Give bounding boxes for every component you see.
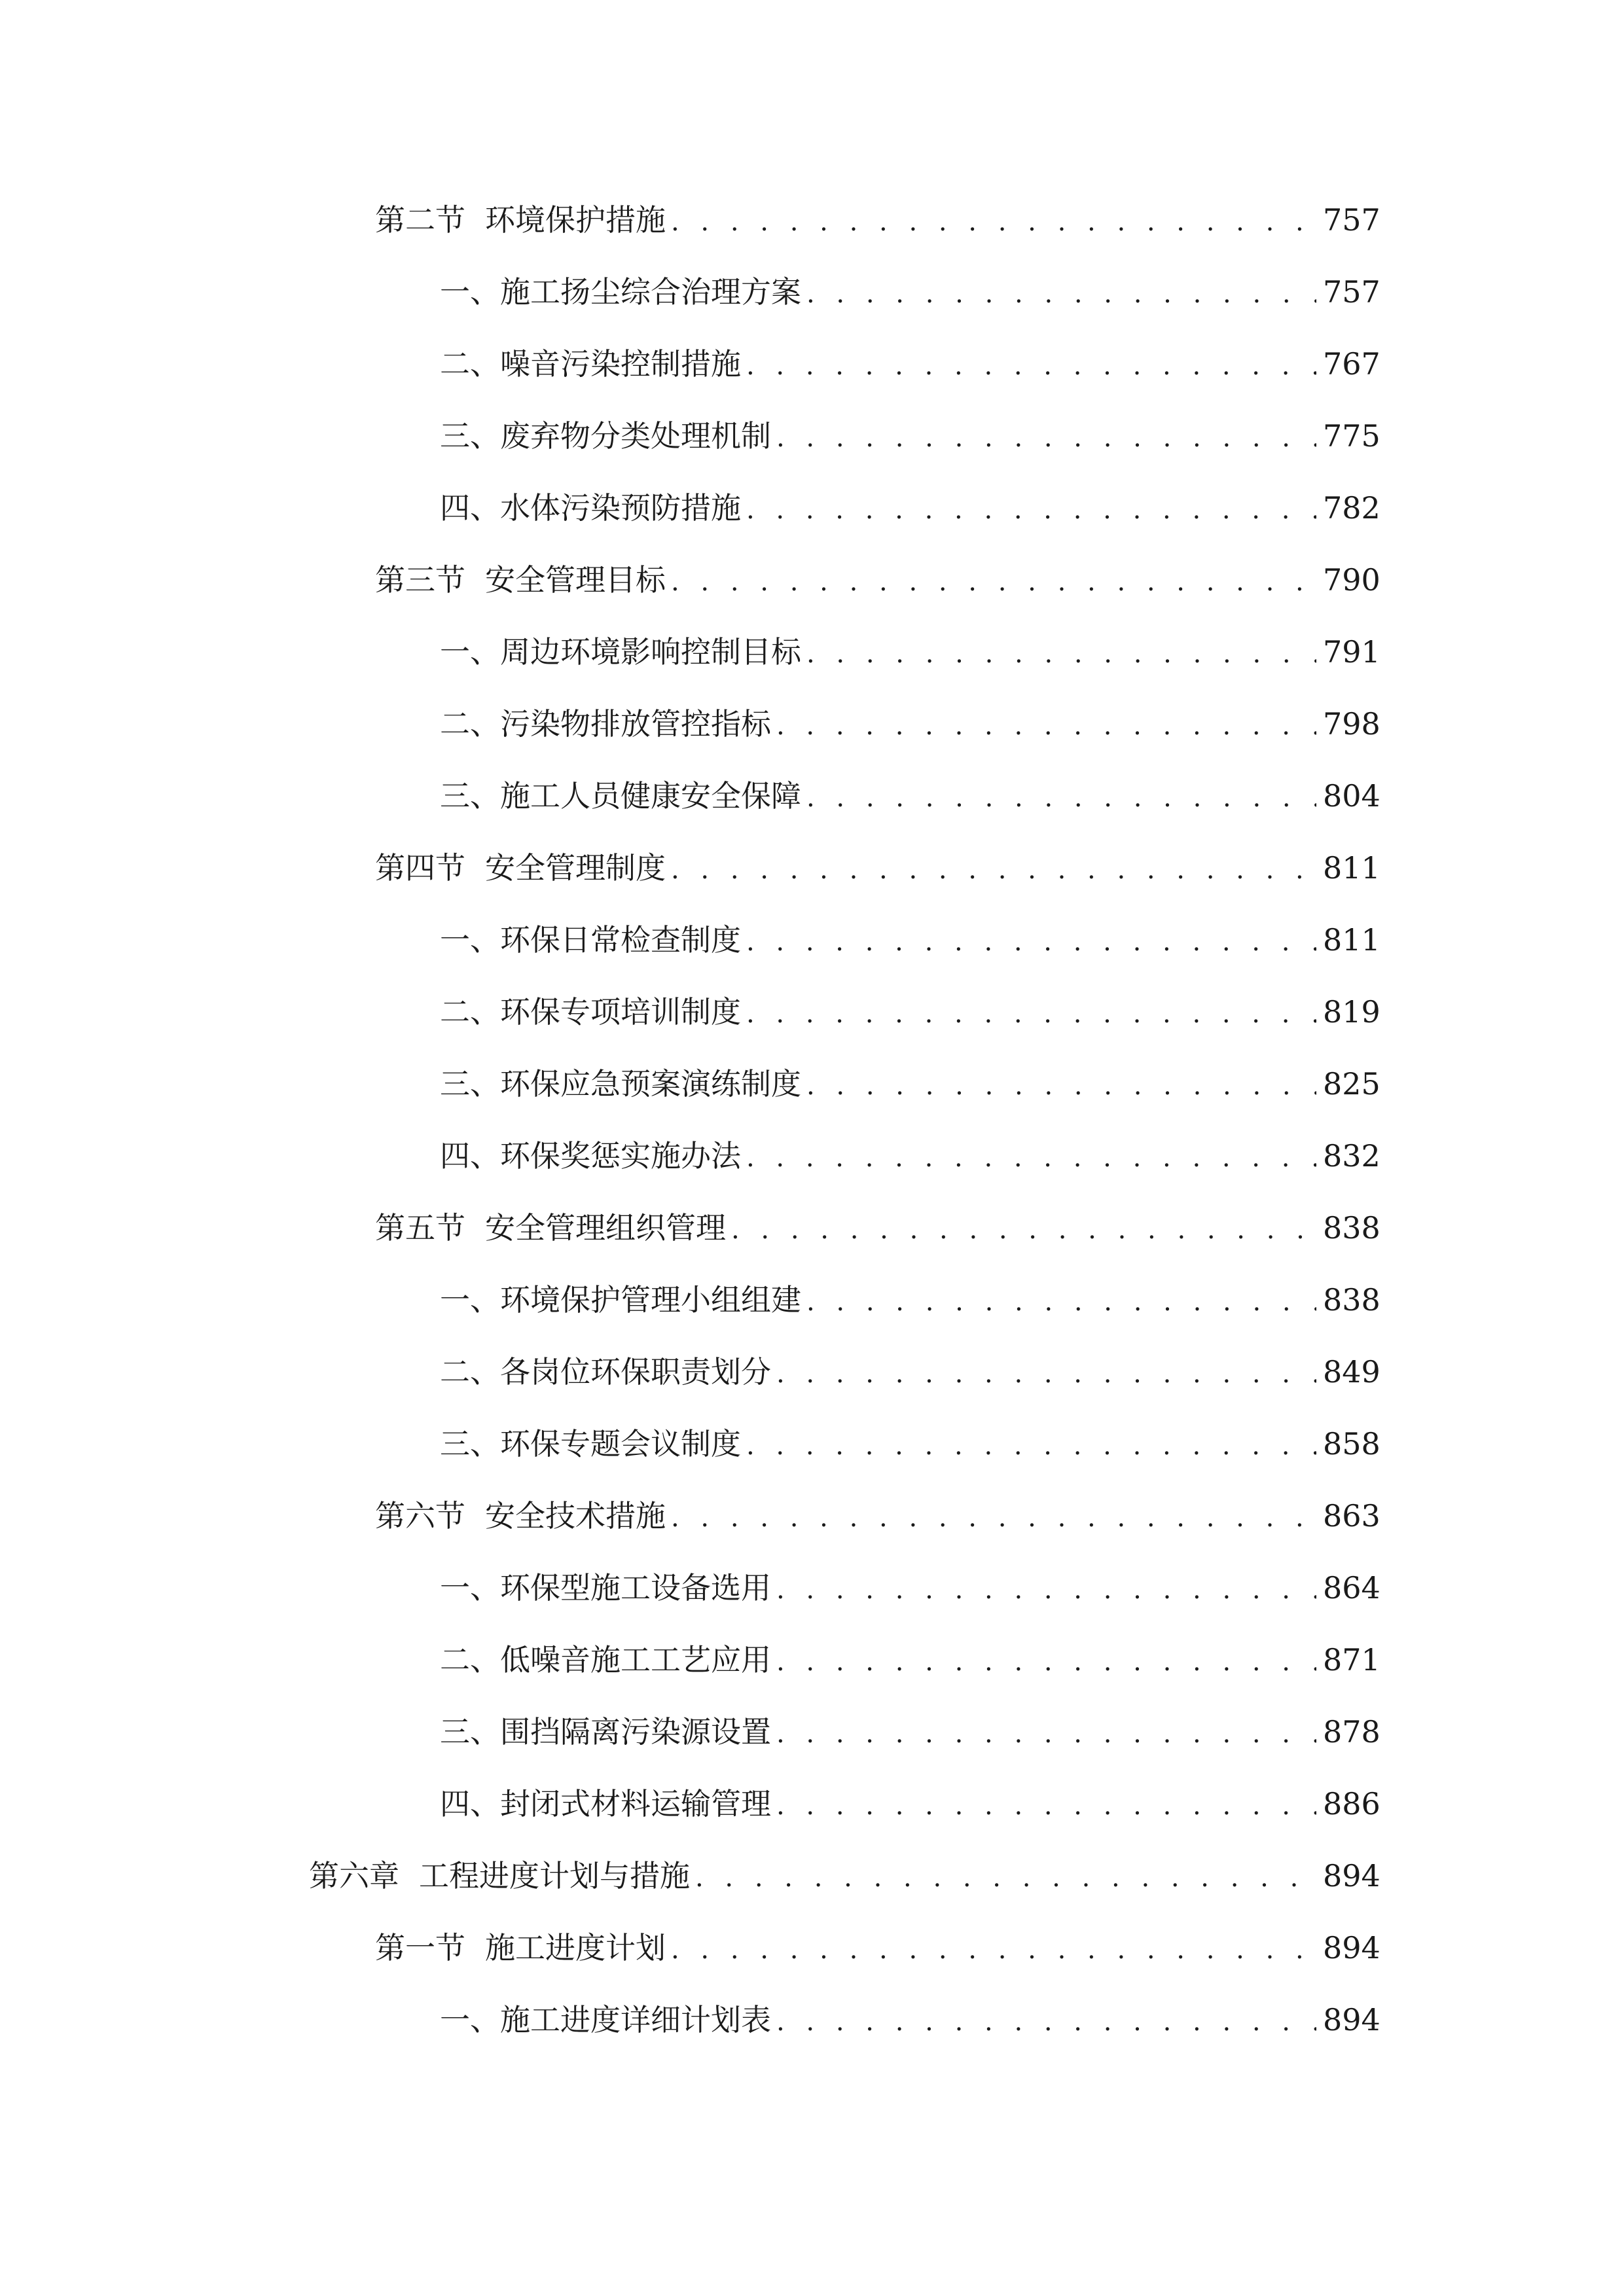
dot-leader	[671, 569, 1316, 595]
dot-leader	[776, 2009, 1316, 2035]
toc-entry-item[interactable]	[0, 328, 1624, 400]
toc-entry-title: 施工扬尘综合治理方案	[500, 274, 801, 310]
toc-entry-title: 围挡隔离污染源设置	[500, 1714, 771, 1749]
toc-entry-item[interactable]	[0, 976, 1624, 1048]
toc-entry-number: 第五节	[375, 1210, 465, 1246]
toc-entry-number: 一、	[440, 634, 500, 670]
toc-entry-item[interactable]	[0, 1552, 1624, 1624]
toc-entry-page: 894	[1323, 1858, 1380, 1893]
toc-entry-title: 施工进度计划	[485, 1930, 666, 1965]
toc-entry-number: 四、	[440, 1138, 500, 1174]
toc-entry-section[interactable]	[0, 1912, 1624, 1984]
toc-entry-title: 安全管理目标	[485, 562, 666, 598]
toc-entry-item[interactable]	[0, 1624, 1624, 1696]
toc-entry-number: 三、	[440, 1426, 500, 1462]
toc-entry-page: 790	[1323, 562, 1380, 598]
toc-entry-item[interactable]	[0, 1768, 1624, 1840]
toc-entry-title: 水体污染预防措施	[500, 490, 741, 526]
toc-entry-number: 第一节	[375, 1930, 465, 1965]
dot-leader	[776, 425, 1316, 451]
toc-entry-item[interactable]	[0, 1984, 1624, 2056]
toc-entry-number: 一、	[440, 1282, 500, 1318]
toc-entry-page: 798	[1323, 706, 1380, 742]
dot-leader	[776, 1577, 1316, 1603]
dot-leader	[671, 857, 1316, 883]
toc-entry-title: 环保日常检查制度	[500, 922, 741, 958]
toc-entry-number: 四、	[440, 1786, 500, 1821]
toc-entry-page: 832	[1323, 1138, 1380, 1174]
dot-leader	[776, 713, 1316, 739]
dot-leader	[695, 1865, 1316, 1891]
toc-entry-item[interactable]	[0, 1264, 1624, 1336]
toc-entry-title: 安全管理制度	[485, 850, 666, 886]
dot-leader	[806, 641, 1316, 667]
toc-entry-number: 第四节	[375, 850, 465, 886]
toc-entry-page: 871	[1323, 1642, 1380, 1677]
toc-entry-page: 775	[1323, 418, 1380, 454]
toc-entry-title: 环保专项培训制度	[500, 994, 741, 1030]
toc-entry-number: 第二节	[375, 202, 465, 238]
toc-entry-number: 第六节	[375, 1498, 465, 1534]
toc-entry-number: 三、	[440, 418, 500, 454]
toc-entry-page: 838	[1323, 1210, 1380, 1246]
toc-entry-item[interactable]	[0, 256, 1624, 328]
dot-leader	[776, 1721, 1316, 1747]
dot-leader	[731, 1217, 1316, 1243]
toc-entry-number: 一、	[440, 922, 500, 958]
toc-entry-item[interactable]	[0, 1120, 1624, 1192]
toc-entry-title: 施工人员健康安全保障	[500, 778, 801, 814]
toc-entry-page: 782	[1323, 490, 1380, 526]
toc-entry-number: 一、	[440, 2002, 500, 2037]
toc-entry-item[interactable]	[0, 1408, 1624, 1480]
toc-entry-title: 环保专题会议制度	[500, 1426, 741, 1462]
dot-leader	[746, 1001, 1316, 1027]
dot-leader	[806, 281, 1316, 307]
dot-leader	[746, 1433, 1316, 1459]
toc-entry-number: 二、	[440, 706, 500, 742]
dot-leader	[746, 353, 1316, 379]
toc-entry-page: 811	[1323, 922, 1380, 958]
toc-entry-title: 工程进度计划与措施	[419, 1858, 690, 1893]
toc-entry-page: 804	[1323, 778, 1380, 814]
toc-entry-number: 二、	[440, 1354, 500, 1390]
toc-entry-number: 三、	[440, 1066, 500, 1102]
toc-entry-page: 767	[1323, 346, 1380, 382]
dot-leader	[746, 497, 1316, 523]
toc-entry-title: 安全管理组织管理	[485, 1210, 726, 1246]
dot-leader	[806, 1073, 1316, 1099]
toc-entry-item[interactable]	[0, 904, 1624, 976]
dot-leader	[806, 785, 1316, 811]
dot-leader	[746, 1145, 1316, 1171]
toc-entry-number: 三、	[440, 1714, 500, 1749]
toc-entry-page: 858	[1323, 1426, 1380, 1462]
toc-entry-title: 废弃物分类处理机制	[500, 418, 771, 454]
toc-entry-title: 噪音污染控制措施	[500, 346, 741, 382]
toc-entry-section[interactable]	[0, 544, 1624, 616]
toc-entry-section[interactable]	[0, 1192, 1624, 1264]
toc-entry-title: 环境保护措施	[485, 202, 666, 238]
dot-leader	[776, 1649, 1316, 1675]
toc-entry-page: 757	[1323, 274, 1380, 310]
toc-entry-page: 825	[1323, 1066, 1380, 1102]
toc-entry-page: 819	[1323, 994, 1380, 1030]
dot-leader	[776, 1793, 1316, 1819]
toc-entry-number: 第三节	[375, 562, 465, 598]
toc-entry-number: 二、	[440, 346, 500, 382]
toc-entry-title: 施工进度详细计划表	[500, 2002, 771, 2037]
toc-entry-page: 838	[1323, 1282, 1380, 1318]
dot-leader	[671, 209, 1316, 235]
toc-entry-item[interactable]	[0, 616, 1624, 688]
toc-entry-chapter[interactable]	[0, 1840, 1624, 1912]
toc-entry-page: 863	[1323, 1498, 1380, 1534]
toc-entry-item[interactable]	[0, 1696, 1624, 1768]
toc-entry-number: 四、	[440, 490, 500, 526]
toc-entry-page: 894	[1323, 1930, 1380, 1965]
toc-entry-title: 污染物排放管控指标	[500, 706, 771, 742]
toc-entry-item[interactable]	[0, 1048, 1624, 1120]
toc-entry-number: 一、	[440, 274, 500, 310]
dot-leader	[776, 1361, 1316, 1387]
dot-leader	[671, 1505, 1316, 1531]
toc-entry-title: 周边环境影响控制目标	[500, 634, 801, 670]
toc-entry-item[interactable]	[0, 760, 1624, 832]
dot-leader	[671, 1937, 1316, 1963]
toc-entry-number: 一、	[440, 1570, 500, 1605]
toc-entry-page: 791	[1323, 634, 1380, 670]
toc-entry-page: 894	[1323, 2002, 1380, 2037]
toc-entry-page: 864	[1323, 1570, 1380, 1605]
toc-entry-title: 安全技术措施	[485, 1498, 666, 1534]
toc-entry-title: 环保应急预案演练制度	[500, 1066, 801, 1102]
toc-entry-title: 环境保护管理小组组建	[500, 1282, 801, 1318]
toc-entry-page: 849	[1323, 1354, 1380, 1390]
toc-entry-section[interactable]	[0, 832, 1624, 904]
toc-entry-page: 811	[1323, 850, 1380, 886]
toc-entry-item[interactable]	[0, 1336, 1624, 1408]
toc-entry-item[interactable]	[0, 472, 1624, 544]
toc-entry-item[interactable]	[0, 400, 1624, 472]
dot-leader	[746, 929, 1316, 955]
toc-entry-item[interactable]	[0, 688, 1624, 760]
toc-entry-number: 二、	[440, 1642, 500, 1677]
toc-entry-number: 二、	[440, 994, 500, 1030]
toc-entry-title: 环保奖惩实施办法	[500, 1138, 741, 1174]
dot-leader	[806, 1289, 1316, 1315]
toc-entry-page: 757	[1323, 202, 1380, 238]
toc-entry-page: 886	[1323, 1786, 1380, 1821]
toc-entry-title: 封闭式材料运输管理	[500, 1786, 771, 1821]
toc-entry-number: 三、	[440, 778, 500, 814]
toc-entry-page: 878	[1323, 1714, 1380, 1749]
toc-entry-title: 环保型施工设备选用	[500, 1570, 771, 1605]
table-of-contents	[0, 184, 1624, 2056]
toc-entry-title: 各岗位环保职责划分	[500, 1354, 771, 1390]
toc-entry-title: 低噪音施工工艺应用	[500, 1642, 771, 1677]
toc-entry-section[interactable]	[0, 1480, 1624, 1552]
toc-entry-number: 第六章	[309, 1858, 399, 1893]
toc-entry-section[interactable]	[0, 184, 1624, 256]
